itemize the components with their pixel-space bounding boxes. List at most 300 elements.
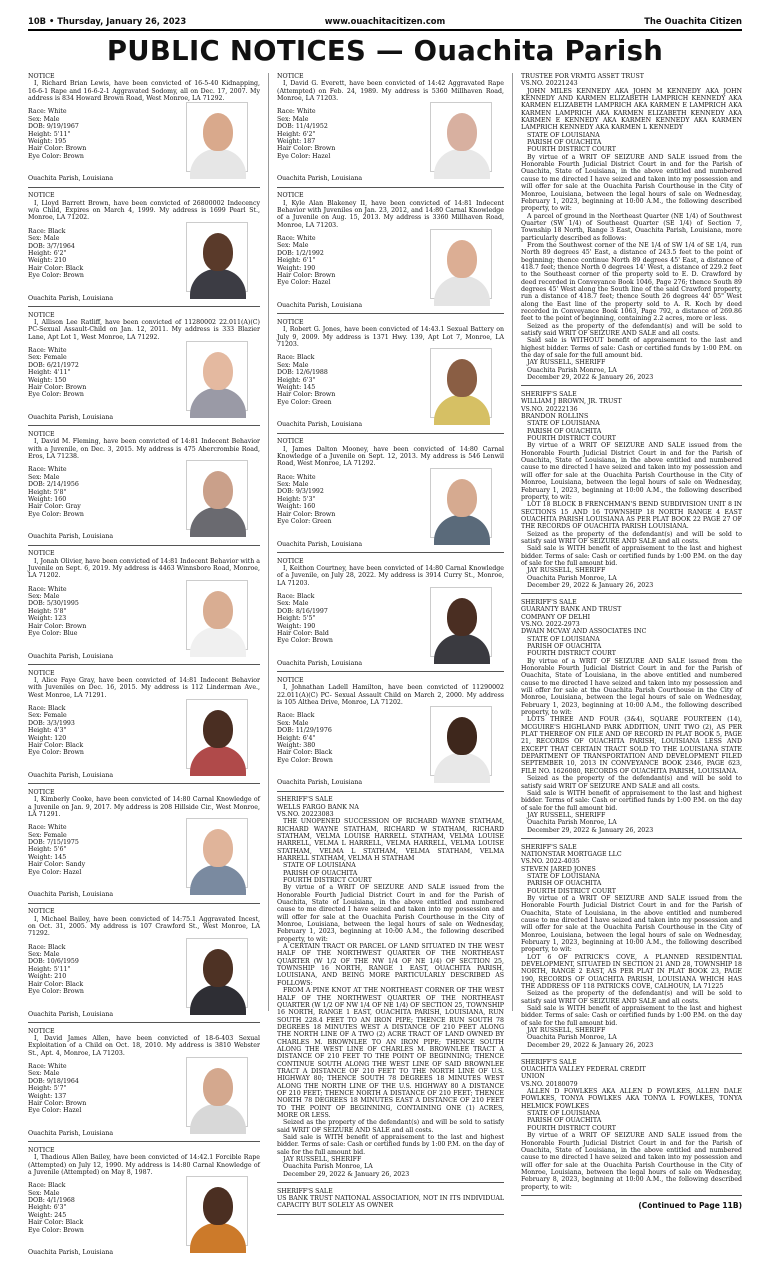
sale-heading-line: SHERIFF'S SALE <box>521 599 742 606</box>
sale-heading-line: SHERIFF'S SALE <box>521 391 742 398</box>
sale-heading-line: COMPANY OF DELHI <box>521 614 742 621</box>
mugshot-photo <box>186 580 248 650</box>
mugshot-photo <box>430 102 492 172</box>
notice-text: I, Keithon Courtney, have been convicted of 14:80 Carnal Knowledge of a Juvenile, on July 28, 2022. My address is 3914 Curry St., Monroe, LA 71203. <box>277 565 504 587</box>
parish-label: Ouachita Parish, Louisiana <box>277 779 504 786</box>
sale-paragraph: PARISH OF OUACHITA <box>521 643 742 650</box>
offender-stat: Height: 6'3" <box>28 1204 84 1211</box>
sheriff-sale-notice <box>277 796 504 1182</box>
offender-stat: Weight: 210 <box>28 973 84 980</box>
sale-paragraph: LOT 6 OF PATRICK'S COVE, A PLANNED RESIDENTIAL DEVELOPMENT, SITUATED IN SECTION 21 AND 28, TOWNSHIP 18 NORTH, RANGE 2 EAST, AS PER PLAT IN PLAT BOOK 23, PAGE 190, RECORDS OF OUACHITA PARISH, LOUISIANA WHICH HAS THE ADDRESS OF 118 PATRICKS COVE, CALHOUN, LA 71225 <box>521 954 742 991</box>
offender-stat: DOB: 5/30/1995 <box>28 600 86 607</box>
offender-stat: Race: White <box>28 586 86 593</box>
sale-paragraph: Ouachita Parish Monroe, LA <box>521 819 742 826</box>
offender-stat: DOB: 11/4/1952 <box>277 123 335 130</box>
notice-heading: NOTICE <box>28 908 260 915</box>
notice-divider <box>277 1182 504 1183</box>
offender-stat: Sex: Male <box>277 600 333 607</box>
notice-divider <box>28 1141 260 1142</box>
offender-stats <box>28 460 84 530</box>
mugshot-shoulders <box>190 388 246 418</box>
offender-stat: Race: Black <box>28 705 84 712</box>
sale-heading-line: SHERIFF'S SALE <box>277 796 504 803</box>
notice-text: I, Alice Faye Gray, have been convicted of 14:81 Indecent Behavior with Juveniles on Dec. 16, 2015. My address is 112 Linderman Ave., West Monroe, LA 71291. <box>28 677 260 699</box>
header-left: 10B • Thursday, January 26, 2023 <box>28 16 186 26</box>
offender-stat: Height: 4'3" <box>28 727 84 734</box>
offender-stat: Sex: Male <box>277 481 335 488</box>
offender-stat: Hair Color: Brown <box>277 145 335 152</box>
mugshot-face <box>203 352 233 390</box>
sale-heading-line: VS.NO. 2022-2973 <box>521 621 742 628</box>
mugshot-face <box>447 240 477 278</box>
sex-offender-notice <box>28 192 260 306</box>
notice-heading: NOTICE <box>28 431 260 438</box>
sale-paragraph: By virtue of a WRIT OF SEIZURE AND SALE issued from the Honorable Fourth Judicial District Court in and for the Parish of Ouachita, State of Louisiana, in the above entitled and numbered cause to me directed I have seized and taken into my possession and will offer for sale at the Ouachita Parish Courthouse in the City of Monroe, Louisiana, between the legal hours of sale on Wednesday, February 1, 2023, beginning at 10:00 A.M., the following described property, to wit: <box>277 884 504 943</box>
notice-text: I, Kyle Alan Blakeney II, have been convicted of 14:81 Indecent Behavior with Juveniles on Jan. 23, 2012, and 14:80 Carnal Knowledge of a Juvenile on Aug. 15, 2013. My address is 3360 Millhaven Road, Monroe, LA 71203. <box>277 200 504 229</box>
mugshot-face <box>447 113 477 151</box>
offender-stat: Hair Color: Black <box>277 749 333 756</box>
sale-paragraph: PARISH OF OUACHITA <box>521 428 742 435</box>
sex-offender-notice <box>28 550 260 664</box>
offender-record <box>277 587 504 657</box>
notice-divider <box>277 433 504 434</box>
mugshot-face <box>203 1187 233 1225</box>
notice-text: I, Richard Brian Lewis, have been convicted of 16-5-40 Kidnapping, 16-6-1 Rape and 16-6-2-1 Aggravated Sodomy, all on Dec. 17, 2007. My address is 834 Howard Brown Road, West Monroe, LA 71292. <box>28 80 260 102</box>
offender-stat: DOB: 3/3/1993 <box>28 720 84 727</box>
sale-heading-line: SHERIFF'S SALE <box>521 1059 742 1066</box>
notice-divider <box>277 791 504 792</box>
column-3 <box>512 73 742 1011</box>
offender-stat: Sex: Male <box>28 951 84 958</box>
sale-heading-line: STEVEN JARED JONES <box>521 866 742 873</box>
sale-paragraph: FOURTH DISTRICT COURT <box>521 888 742 895</box>
offender-stats <box>277 102 335 172</box>
sale-heading-line: GUARANTY BANK AND TRUST <box>521 606 742 613</box>
sex-offender-notice <box>28 312 260 426</box>
parish-label: Ouachita Parish, Louisiana <box>28 414 260 421</box>
sale-paragraph: By virtue of a WRIT OF SEIZURE AND SALE issued from the Honorable Fourth Judicial District Court in and for the Parish of Ouachita, State of Louisiana, in the above entitled and numbered cause to me directed I have seized and taken into my possession and will offer for sale at the Ouachita Parish Courthouse in the City of Monroe, Louisiana, between the legal hours of sale on Wednesday, February 1, 2023, beginning at 10:00 A.M., the following described property, to wit: <box>521 154 742 213</box>
mugshot-shoulders <box>190 746 246 776</box>
sale-paragraph: December 29, 2022 & January 26, 2023 <box>277 1171 504 1178</box>
offender-stat: DOB: 2/14/1956 <box>28 481 84 488</box>
offender-record <box>277 706 504 776</box>
offender-stat: Eye Color: Hazel <box>277 279 335 286</box>
offender-stat: Weight: 145 <box>277 384 335 391</box>
offender-stats <box>277 468 335 538</box>
notice-divider <box>521 1195 742 1196</box>
mugshot-face <box>203 591 233 629</box>
sale-paragraph: Seized as the property of the defendant(s) and will be sold to satisfy said WRIT OF SEIZURE AND SALE and all costs. <box>521 323 742 338</box>
parish-label: Ouachita Parish, Louisiana <box>28 1130 260 1137</box>
sale-paragraph: December 29, 2022 & January 26, 2023 <box>521 582 742 589</box>
offender-stat: Hair Color: Brown <box>28 384 86 391</box>
notice-text: I, Thadious Allen Bailey, have been convicted of 14:42.1 Forcible Rape (Attempted) on July 12, 1990. My address is 14:80 Carnal Knowledge of a Juvenile (Attempted) on May 8, 1987. <box>28 1154 260 1176</box>
sale-heading-line: DWAIN MCVAY AND ASSOCIATES INC <box>521 628 742 635</box>
offender-stat: Hair Color: Brown <box>28 623 86 630</box>
offender-record <box>28 102 260 172</box>
continued-note: (Continued to Page 11B) <box>521 1201 742 1210</box>
notice-text: I, James Dalton Mooney, have been convicted of 14:80 Carnal Knowledge of a Juvenile on Sept. 12, 2013. My address is 546 Lenwil Road, West Monroe, LA 71292. <box>277 446 504 468</box>
offender-stat: Race: Black <box>277 712 333 719</box>
notice-divider <box>277 1214 504 1215</box>
mugshot-shoulders <box>190 865 246 895</box>
mugshot-face <box>203 233 233 271</box>
page-title: PUBLIC NOTICES — Ouachita Parish <box>28 34 742 68</box>
mugshot-face <box>203 710 233 748</box>
sale-paragraph: LOTS THREE AND FOUR (3&4), SQUARE FOURTEEN (14), MCGUIRE'S HIGHLAND PARK ADDITION, UNIT TWO (2), AS PER PLAT THEREOF ON FILE AND OF RECORD IN PLAT BOOK 5, PAGE 21, RECORDS OF OUACHITA PARISH, LOUISIANA LESS AND EXCEPT THAT CERTAIN TRACT SOLD TO THE LOUISIANA STATE DEPARTMENT OF TRANSPORTATION AND DEVELOPMENT FILED SEPTEMBER 10, 2013 IN CONVEYANCE BOOK 2346, PAGE 623, FILE NO. 1626080, RECORDS OF OUACHITA PARISH, LOUISIANA. <box>521 716 742 775</box>
mugshot-face <box>447 359 477 397</box>
offender-stat: Eye Color: Green <box>277 518 335 525</box>
offender-record <box>277 229 504 299</box>
offender-stat: Eye Color: Brown <box>28 1227 84 1234</box>
sale-paragraph: Seized as the property of the defendant(s) and will be sold to satisfy said WRIT OF SEIZURE AND SALE and all costs. <box>521 990 742 1005</box>
sale-paragraph: FOURTH DISTRICT COURT <box>521 435 742 442</box>
notice-heading: NOTICE <box>277 319 504 326</box>
sale-paragraph: Seized as the property of the defendant(s) and will be sold to satisfy said WRIT OF SEIZURE AND SALE and all costs. <box>277 1119 504 1134</box>
mugshot-face <box>203 113 233 151</box>
notice-heading: NOTICE <box>28 1147 260 1154</box>
mugshot-shoulders <box>190 507 246 537</box>
notice-text: I, David James Allen, have been convicted of 18-6-403 Sexual Exploitation of a Child on Oct. 18, 2010. My address is 3810 Webster St., Apt. 4, Monroe, LA 71203. <box>28 1035 260 1057</box>
offender-stat: Hair Color: Gray <box>28 503 84 510</box>
mugshot-photo <box>186 699 248 769</box>
mugshot-photo <box>186 222 248 292</box>
mugshot-photo <box>186 818 248 888</box>
mugshot-shoulders <box>434 149 490 179</box>
offender-stat: DOB: 7/15/1975 <box>28 839 85 846</box>
notice-heading: NOTICE <box>277 558 504 565</box>
notice-text: I, Kimberly Cooke, have been convicted of 14:80 Carnal Knowledge of a Juvenile on Jan. 9, 2017. My address is 208 Hillside Cir., West Monroe, LA 71291. <box>28 796 260 818</box>
mugshot-shoulders <box>190 1104 246 1134</box>
mugshot-photo <box>186 102 248 172</box>
sex-offender-notice <box>28 73 260 187</box>
offender-stat: Height: 4'11" <box>28 369 86 376</box>
offender-stat: Eye Color: Green <box>277 399 335 406</box>
notice-heading: NOTICE <box>28 550 260 557</box>
offender-stat: Sex: Female <box>28 832 85 839</box>
offender-stat: Hair Color: Black <box>28 1219 84 1226</box>
offender-record <box>28 938 260 1008</box>
notice-divider <box>277 187 504 188</box>
mugshot-photo <box>186 460 248 530</box>
offender-stat: Sex: Female <box>28 354 86 361</box>
offender-record <box>277 468 504 538</box>
notice-text: I, David M. Fleming, have been convicted of 14:81 Indecent Behavior with a Juvenile, on Dec. 3, 2015. My address is 475 Abercrombie Road, Eros, LA 71238. <box>28 438 260 460</box>
mugshot-shoulders <box>434 753 490 783</box>
offender-stat: Eye Color: Brown <box>28 749 84 756</box>
offender-stats <box>277 587 333 657</box>
sale-paragraph: A CERTAIN TRACT OR PARCEL OF LAND SITUATED IN THE WEST HALF OF THE NORTHWEST QUARTER OF THE NORTHEAST QUARTER (W 1/2 OF THE NW 1/4 OF NE 1/4) OF SECTION 25, TOWNSHIP 16 NORTH, RANGE 1 EAST, OUACHITA PARISH, LOUISIANA, AND BEING MORE PARTICULARLY DESCRIBED AS FOLLOWS: <box>277 943 504 987</box>
parish-label: Ouachita Parish, Louisiana <box>28 772 260 779</box>
sale-paragraph: A parcel of ground in the Northeast Quarter (NE 1/4) of Southwest Quarter (SW 1/4) of Southeast Quarter (SE 1/4) of Section 7, Township 18 North, Range 3 East, Ouachita Parish, Louisiana, more particularly described as follows: <box>521 213 742 242</box>
offender-stat: Race: White <box>28 1063 86 1070</box>
offender-record <box>28 1057 260 1127</box>
sale-heading-line: OUACHITA VALLEY FEDERAL CREDIT <box>521 1066 742 1073</box>
offender-stat: Weight: 380 <box>277 742 333 749</box>
mugshot-shoulders <box>434 634 490 664</box>
sale-heading-line: VS.NO. 20221243 <box>521 80 742 87</box>
offender-stat: Height: 5'6" <box>28 846 85 853</box>
notice-text: I, Allison Lee Ratliff, have been convicted of 11280002 22.011(A)(C) PC-Sexual Assault-Child on Jan. 12, 2011. My address is 333 Blazier Lane, Apt Lot 1, West Monroe, LA 71292. <box>28 319 260 341</box>
offender-stat: Race: White <box>277 474 335 481</box>
notice-text: I, Robert G. Jones, have been convicted of 14:43.1 Sexual Battery on July 9, 2009. My address is 1371 Hwy. 139, Apt Lot 7, Monroe, LA 71203. <box>277 326 504 348</box>
offender-stat: Eye Color: Brown <box>277 757 333 764</box>
offender-stats <box>28 580 86 650</box>
offender-stat: Eye Color: Hazel <box>28 869 85 876</box>
sale-paragraph: PARISH OF OUACHITA <box>521 880 742 887</box>
offender-stat: Race: Black <box>28 1182 84 1189</box>
sale-paragraph: FOURTH DISTRICT COURT <box>521 1125 742 1132</box>
parish-label: Ouachita Parish, Louisiana <box>277 541 504 548</box>
parish-label: Ouachita Parish, Louisiana <box>28 891 260 898</box>
notice-divider <box>28 306 260 307</box>
offender-stat: Height: 6'4" <box>277 735 333 742</box>
offender-stat: Weight: 137 <box>28 1093 86 1100</box>
offender-stat: DOB: 4/1/1968 <box>28 1197 84 1204</box>
sex-offender-notice <box>28 431 260 545</box>
column-1 <box>28 73 268 1011</box>
notice-heading: NOTICE <box>28 312 260 319</box>
header-right: The Ouachita Citizen <box>644 16 742 26</box>
mugshot-photo <box>430 587 492 657</box>
offender-stat: Race: Black <box>28 944 84 951</box>
sale-paragraph: By virtue of a WRIT OF SEIZURE AND SALE issued from the Honorable Fourth Judicial District Court in and for the Parish of Ouachita, State of Louisiana, in the above entitled and numbered cause to me directed I have seized and taken into my possession and will offer for sale at the Ouachita Parish Courthouse in the City of Monroe, Louisiana, between the legal hours of sale on Wednesday, February 1, 2023, beginning at 10:00 A.M., the following described property, to wit: <box>521 895 742 954</box>
offender-stat: DOB: 9/3/1992 <box>277 488 335 495</box>
sale-paragraph: Ouachita Parish Monroe, LA <box>521 367 742 374</box>
offender-stat: Height: 6'2" <box>28 250 84 257</box>
notice-divider <box>28 425 260 426</box>
offender-stat: Weight: 195 <box>28 138 86 145</box>
notice-heading: NOTICE <box>277 438 504 445</box>
offender-stat: Hair Color: Brown <box>28 1100 86 1107</box>
notice-divider <box>521 385 742 386</box>
offender-stat: DOB: 3/7/1964 <box>28 243 84 250</box>
offender-stat: Height: 5'11" <box>28 966 84 973</box>
offender-stat: Sex: Male <box>28 474 84 481</box>
parish-label: Ouachita Parish, Louisiana <box>277 175 504 182</box>
offender-record <box>28 460 260 530</box>
mugshot-photo <box>430 706 492 776</box>
notice-divider <box>28 903 260 904</box>
mugshot-photo <box>186 341 248 411</box>
offender-stat: Eye Color: Brown <box>277 637 333 644</box>
notice-text: I, Johnathan Ladell Hamilton, have been convicted of 11290002 22.011(A)(C) PC- Sexual Assault Child on March 2, 2000. My address is 105 Althea Drive, Monroe, LA 71202. <box>277 684 504 706</box>
offender-stat: Weight: 245 <box>28 1212 84 1219</box>
sex-offender-notice <box>28 789 260 903</box>
sale-paragraph: JAY RUSSELL, SHERIFF <box>521 812 742 819</box>
notice-divider <box>521 838 742 839</box>
offender-stats <box>28 1176 84 1246</box>
offender-stat: Height: 5'7" <box>28 1085 86 1092</box>
notice-divider <box>28 1022 260 1023</box>
sale-paragraph: Seized as the property of the defendant(s) and will be sold to satisfy said WRIT OF SEIZURE AND SALE and all costs. <box>521 531 742 546</box>
sale-paragraph: STATE OF LOUISIANA <box>521 1110 742 1117</box>
offender-stat: Height: 5'11" <box>28 131 86 138</box>
notice-heading: NOTICE <box>28 670 260 677</box>
mugshot-shoulders <box>434 276 490 306</box>
offender-stat: Race: Black <box>277 593 333 600</box>
notice-heading: NOTICE <box>28 73 260 80</box>
offender-record <box>28 580 260 650</box>
sex-offender-notice <box>28 1147 260 1261</box>
offender-stats <box>28 1057 86 1127</box>
mugshot-photo <box>430 229 492 299</box>
offender-stats <box>28 699 84 769</box>
notice-divider <box>277 552 504 553</box>
offender-stat: Weight: 120 <box>28 735 84 742</box>
offender-stat: Race: White <box>28 466 84 473</box>
sale-paragraph: December 29, 2022 & January 26, 2023 <box>521 1042 742 1049</box>
offender-stats <box>28 341 86 411</box>
header-rule <box>28 29 742 31</box>
sale-paragraph: December 29, 2022 & January 26, 2023 <box>521 374 742 381</box>
sex-offender-notice <box>28 1028 260 1142</box>
offender-stat: Race: White <box>28 108 86 115</box>
sale-heading-line: NATIONSTAR MORTGAGE LLC <box>521 851 742 858</box>
mugshot-face <box>203 949 233 987</box>
sale-paragraph: Ouachita Parish Monroe, LA <box>277 1163 504 1170</box>
notice-text: I, Michael Bailey, have been convicted of 14:75.1 Aggravated Incest, on Oct. 31, 2005. My address is 107 Crawford St., West Monroe, LA 71292. <box>28 916 260 938</box>
offender-stats <box>28 818 85 888</box>
mugshot-face <box>447 598 477 636</box>
notice-heading: NOTICE <box>277 677 504 684</box>
offender-stat: Weight: 187 <box>277 138 335 145</box>
mugshot-face <box>203 829 233 867</box>
offender-stat: Height: 5'5" <box>277 615 333 622</box>
sex-offender-notice <box>277 73 504 187</box>
offender-record <box>28 818 260 888</box>
offender-stat: Eye Color: Brown <box>28 511 84 518</box>
mugshot-face <box>203 471 233 509</box>
notice-divider <box>521 593 742 594</box>
offender-stat: Weight: 210 <box>28 257 84 264</box>
offender-stat: Hair Color: Brown <box>277 272 335 279</box>
mugshot-photo <box>186 938 248 1008</box>
sale-heading-line: WILLIAM J BROWN, JR. TRUST <box>521 398 742 405</box>
sale-heading-line: UNION <box>521 1073 742 1080</box>
offender-stat: Hair Color: Sandy <box>28 861 85 868</box>
sale-paragraph: FOURTH DISTRICT COURT <box>521 650 742 657</box>
mugshot-face <box>447 717 477 755</box>
offender-stat: Race: White <box>277 235 335 242</box>
sale-paragraph: Ouachita Parish Monroe, LA <box>521 575 742 582</box>
sale-paragraph: FOURTH DISTRICT COURT <box>277 877 504 884</box>
parish-label: Ouachita Parish, Louisiana <box>28 653 260 660</box>
offender-stat: DOB: 12/6/1988 <box>277 369 335 376</box>
parish-label: Ouachita Parish, Louisiana <box>277 302 504 309</box>
sale-paragraph: Said sale is WITH benefit of appraisement to the last and highest bidder. Terms of sale: Cash or certified funds by 1:00 P.M. on the day of sale for the full amount bid. <box>521 1005 742 1027</box>
sale-paragraph: Said sale is WITHOUT benefit of appraisement to the last and highest bidder. Terms of sale: Cash or certified funds by 1:00 P.M. on the day of sale for the full amount bid. <box>521 337 742 359</box>
sex-offender-notice <box>277 558 504 672</box>
offender-stat: Hair Color: Brown <box>28 145 86 152</box>
sale-paragraph: Seized as the property of the defendant(s) and will be sold to satisfy said WRIT OF SEIZURE AND SALE and all costs. <box>521 775 742 790</box>
sheriff-sale-notice <box>277 1188 504 1215</box>
sale-paragraph: STATE OF LOUISIANA <box>521 420 742 427</box>
sale-paragraph: ALLEN D FOWLKES AKA ALLEN D FOWLKES, ALLEN DALE FOWLKES, TONYA FOWLKES AKA TONYA L FOWLKES, TONYA HELMICK FOWLKES <box>521 1088 742 1110</box>
sale-heading-line: SHERIFF'S SALE <box>277 1188 504 1195</box>
offender-stat: Eye Color: Brown <box>28 153 86 160</box>
sale-paragraph: STATE OF LOUISIANA <box>277 862 504 869</box>
offender-stats <box>28 938 84 1008</box>
sale-heading-line: VS.NO. 2022-4035 <box>521 858 742 865</box>
offender-record <box>28 341 260 411</box>
sale-heading-line: BRANDON ROLLINS <box>521 413 742 420</box>
sale-paragraph: JAY RUSSELL, SHERIFF <box>521 359 742 366</box>
offender-stat: Sex: Male <box>277 242 335 249</box>
sex-offender-notice <box>277 319 504 433</box>
offender-stats <box>277 706 333 776</box>
mugshot-shoulders <box>190 269 246 299</box>
sheriff-sale-notice <box>521 844 742 1054</box>
parish-label: Ouachita Parish, Louisiana <box>28 295 260 302</box>
sale-paragraph: PARISH OF OUACHITA <box>277 870 504 877</box>
sale-heading-line: WELLS FARGO BANK NA <box>277 804 504 811</box>
notice-divider <box>28 187 260 188</box>
sale-paragraph: Ouachita Parish Monroe, LA <box>521 1034 742 1041</box>
offender-stat: Eye Color: Hazel <box>28 1107 86 1114</box>
mugshot-shoulders <box>434 515 490 545</box>
offender-stat: Weight: 190 <box>277 623 333 630</box>
offender-stat: Eye Color: Blue <box>28 630 86 637</box>
page-header <box>28 14 742 28</box>
offender-stat: Hair Color: Brown <box>277 391 335 398</box>
offender-stat: Height: 6'2" <box>277 131 335 138</box>
sex-offender-notice <box>28 670 260 784</box>
mugshot-shoulders <box>190 149 246 179</box>
offender-stat: DOB: 1/2/1992 <box>277 250 335 257</box>
offender-stat: Height: 5'3" <box>277 496 335 503</box>
mugshot-shoulders <box>190 1223 246 1253</box>
sheriff-sale-notice <box>521 1059 742 1196</box>
mugshot-photo <box>186 1057 248 1127</box>
notice-divider <box>521 1053 742 1054</box>
notice-heading: NOTICE <box>28 789 260 796</box>
offender-stat: Race: Black <box>277 354 335 361</box>
sale-paragraph: JOHN MILES KENNEDY AKA JOHN M KENNEDY AKA JOHN KENNEDY AND KARMEN ELIZABETH LAMPRICH KENNEDY AKA KARMEN ELIZABETH LAMPRICH AKA KARMEN E LAMPRICH AKA KARMEN LAMPRICH AKA KARMEN ELIZABETH KENNEDY AKA KARMEN E KENNEDY AKA KARMEN KENNEDY AKA KARMEN LAMPRICH KENNEDY AKA KARMEN L KENNEDY <box>521 88 742 132</box>
offender-stat: Hair Color: Black <box>28 981 84 988</box>
offender-stats <box>28 222 84 292</box>
notice-divider <box>277 313 504 314</box>
offender-stat: Sex: Male <box>28 1190 84 1197</box>
parish-label: Ouachita Parish, Louisiana <box>28 533 260 540</box>
offender-record <box>277 102 504 172</box>
sale-paragraph: December 29, 2022 & January 26, 2023 <box>521 827 742 834</box>
sale-paragraph: FROM A PINE KNOT AT THE NORTHEAST CORNER OF THE WEST HALF OF THE NORTHWEST QUARTER OF THE NORTHEAST QUARTER (W 1/2 OF NW 1/4 OF NE 1/4) OF SECTION 25, TOWNSHIP 16 NORTH, RANGE 1 EAST, OUACHITA PARISH, LOUISIANA, RUN SOUTH 228.4 FEET TO AN IRON PIPE; THENCE RUN SOUTH 78 DEGREES 18 MINUTES WEST A DISTANCE OF 210 FEET ALONG THE NORTH LINE OF A TWO (2) ACRE TRACT OF LAND OWNED BY CHARLES M. BROWNLEE TO AN IRON PIPE; THENCE SOUTH ALONG THE WEST LINE OF CHARLES M. BROWNLEE TRACT A DISTANCE OF 210 FEET TO THE POINT OF BEGINNING; THENCE CONTINUE SOUTH ALONG THE WEST LINE OF SAID BROWNLEE TRACT A DISTANCE OF 210 FEET TO THE NORTH LINE OF U.S. HIGHWAY 80; THENCE SOUTH 78 DEGREES 18 MINUTES WEST ALONG THE NORTH LINE OF THE U.S. HIGHWAY 80 A DISTANCE OF 210 FEET; THENCE NORTH A DISTANCE OF 210 FEET; THENCE NORTH 78 DEGREES 18 MINUTES EAST A DISTANCE OF 210 FEET TO THE POINT OF BEGINNING, CONTAINING ONE (1) ACRES, MORE OR LESS. <box>277 987 504 1119</box>
offender-stat: Sex: Male <box>277 116 335 123</box>
notice-divider <box>28 783 260 784</box>
sale-heading-line: US BANK TRUST NATIONAL ASSOCIATION, NOT IN ITS INDIVIDUAL CAPACITY BUT SOLELY AS OWNER <box>277 1195 504 1210</box>
sale-paragraph: Said sale is WITH benefit of appraisement to the last and highest bidder. Terms of sale: Cash or certified funds by 1:00 P.M. on the day of sale for the full amount bid. <box>277 1134 504 1156</box>
sale-paragraph: PARISH OF OUACHITA <box>521 1117 742 1124</box>
sale-paragraph: STATE OF LOUISIANA <box>521 873 742 880</box>
offender-stat: DOB: 8/16/1997 <box>277 608 333 615</box>
sale-heading-line: TRUSTEE FOR VRMTG ASSET TRUST <box>521 73 742 80</box>
offender-stat: Race: White <box>28 824 85 831</box>
sex-offender-notice <box>277 438 504 552</box>
notice-text: I, Jonah Olivier, have been convicted of 14:81 Indecent Behavior with a Juvenile on Sept. 6, 2019. My address is 4463 Winnsboro Road, Monroe, LA 71202. <box>28 558 260 580</box>
sale-heading-line: VS.NO. 20222136 <box>521 406 742 413</box>
mugshot-photo <box>430 348 492 418</box>
offender-stat: Sex: Male <box>277 362 335 369</box>
mugshot-photo <box>186 1176 248 1246</box>
parish-label: Ouachita Parish, Louisiana <box>277 660 504 667</box>
offender-stats <box>28 102 86 172</box>
notice-heading: NOTICE <box>28 192 260 199</box>
sale-paragraph: JAY RUSSELL, SHERIFF <box>277 1156 504 1163</box>
offender-stat: Race: White <box>277 108 335 115</box>
sale-paragraph: By virtue of a WRIT OF SEIZURE AND SALE issued from the Honorable Fourth Judicial District Court in and for the Parish of Ouachita, State of Louisiana, in the above entitled and numbered cause to me directed I have seized and taken into my possession and will offer for sale at the Ouachita Parish Courthouse in the City of Monroe, Louisiana, between the legal hours of sale on Wednesday, February 1, 2023, beginning at 10:00 A.M., the following described property, to wit: <box>521 658 742 717</box>
mugshot-shoulders <box>190 985 246 1015</box>
